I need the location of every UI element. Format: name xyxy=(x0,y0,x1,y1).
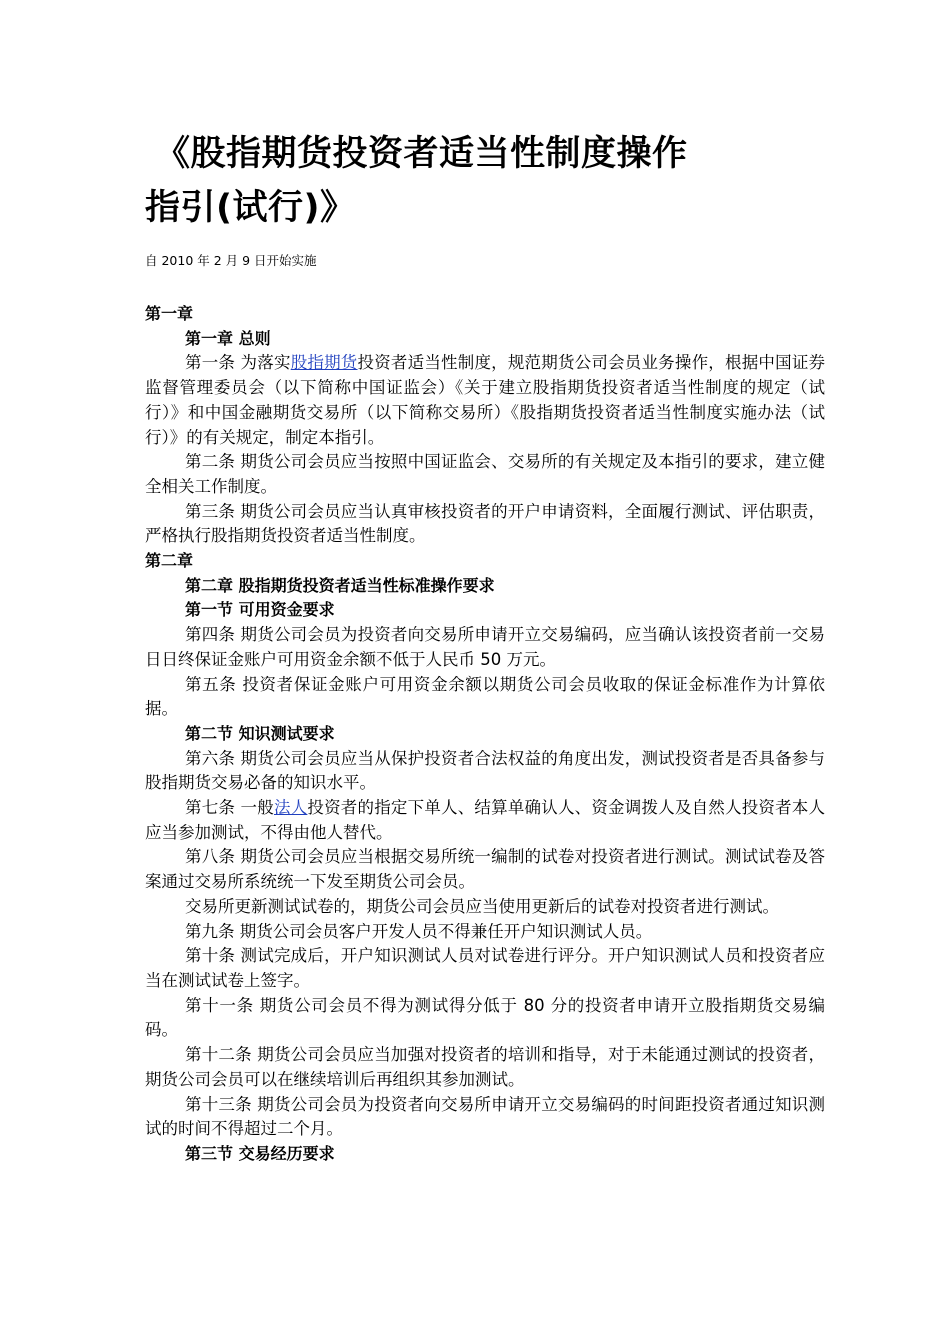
article-4-post: 万元。 xyxy=(506,649,556,669)
article-5: 第五条 投资者保证金账户可用资金余额以期货公司会员收取的保证金标准作为计算依据。 xyxy=(145,674,825,719)
effective-date: 自 2010 年 2 月 9 日开始实施 xyxy=(145,253,317,268)
article-1-pre: 第一条 为落实 xyxy=(185,353,291,373)
chapter-1-heading: 第一章 总则 xyxy=(185,328,271,348)
document-title xyxy=(145,127,825,235)
title-line-2: 指引(试行)》 xyxy=(145,188,356,228)
link-legal-person[interactable]: 法人 xyxy=(273,798,308,818)
chapter-2-label: 第二章 xyxy=(145,551,194,571)
article-9: 第九条 期货公司会员客户开发人员不得兼任开户知识测试人员。 xyxy=(185,921,653,941)
article-8: 第八条 期货公司会员应当根据交易所统一编制的试卷对投资者进行测试。测试试卷及答案通过交易所系统统一下发至期货公司会员。 xyxy=(145,847,825,892)
section-1-heading: 第一节 可用资金要求 xyxy=(185,600,335,620)
document-body xyxy=(145,302,825,1167)
article-11-post: 分的投资者申请开立股指期货交易编码。 xyxy=(145,995,826,1040)
article-13: 第十三条 期货公司会员为投资者向交易所申请开立交易编码的时间距投资者通过知识测试的时间不得超过二个月。 xyxy=(145,1094,825,1139)
section-2-heading: 第二节 知识测试要求 xyxy=(185,723,335,743)
article-11 xyxy=(145,994,825,1043)
article-11-pre: 第十一条 期货公司会员不得为测试得分低于 xyxy=(185,995,518,1015)
article-7-post: 投资者的指定下单人、结算单确认人、资金调拨人及自然人投资者本人应当参加测试，不得由他人替代。 xyxy=(145,798,826,842)
article-4 xyxy=(145,623,825,672)
article-4-pre: 第四条 期货公司会员为投资者向交易所申请开立交易编码，应当确认该投资者前一交易日日终保证金账户可用资金余额不低于人民币 xyxy=(145,625,825,669)
article-8-continued: 交易所更新测试试卷的，期货公司会员应当使用更新后的试卷对投资者进行测试。 xyxy=(185,896,779,916)
section-3-heading: 第三节 交易经历要求 xyxy=(185,1143,335,1163)
article-4-amount: 50 xyxy=(475,649,507,669)
article-1 xyxy=(145,351,825,450)
article-3: 第三条 期货公司会员应当认真审核投资者的开户申请资料，全面履行测试、评估职责，严格执行股指期货投资者适当性制度。 xyxy=(145,501,825,546)
chapter-2-heading: 第二章 股指期货投资者适当性标准操作要求 xyxy=(185,575,495,595)
article-11-score: 80 xyxy=(517,995,551,1015)
chapter-1-label: 第一章 xyxy=(145,304,194,323)
link-stock-index-futures[interactable]: 股指期货 xyxy=(290,353,358,373)
article-12: 第十二条 期货公司会员应当加强对投资者的培训和指导，对于未能通过测试的投资者，期货公司会员可以在继续培训后再组织其参加测试。 xyxy=(145,1045,825,1089)
article-1-post: 投资者适当性制度，规范期货公司会员业务操作，根据中国证券监督管理委员会（以下简称中国证监会）《关于建立股指期货投资者适当性制度的规定（试行）》和中国金融期货交易所（以下简称交易所）《股指期货投资者适当性制度实施办法（试行）》的有关规定，制定本指引。 xyxy=(145,353,826,447)
article-2: 第二条 期货公司会员应当按照中国证监会、交易所的有关规定及本指引的要求，建立健全相关工作制度。 xyxy=(145,452,825,496)
article-7 xyxy=(145,796,825,845)
article-10: 第十条 测试完成后，开户知识测试人员对试卷进行评分。开户知识测试人员和投资者应当在测试试卷上签字。 xyxy=(145,946,825,990)
article-7-pre: 第七条 一般 xyxy=(185,798,274,818)
title-line-1: 《股指期货投资者适当性制度操作 xyxy=(155,134,688,174)
article-6: 第六条 期货公司会员应当从保护投资者合法权益的角度出发，测试投资者是否具备参与股指期货交易必备的知识水平。 xyxy=(145,748,825,793)
